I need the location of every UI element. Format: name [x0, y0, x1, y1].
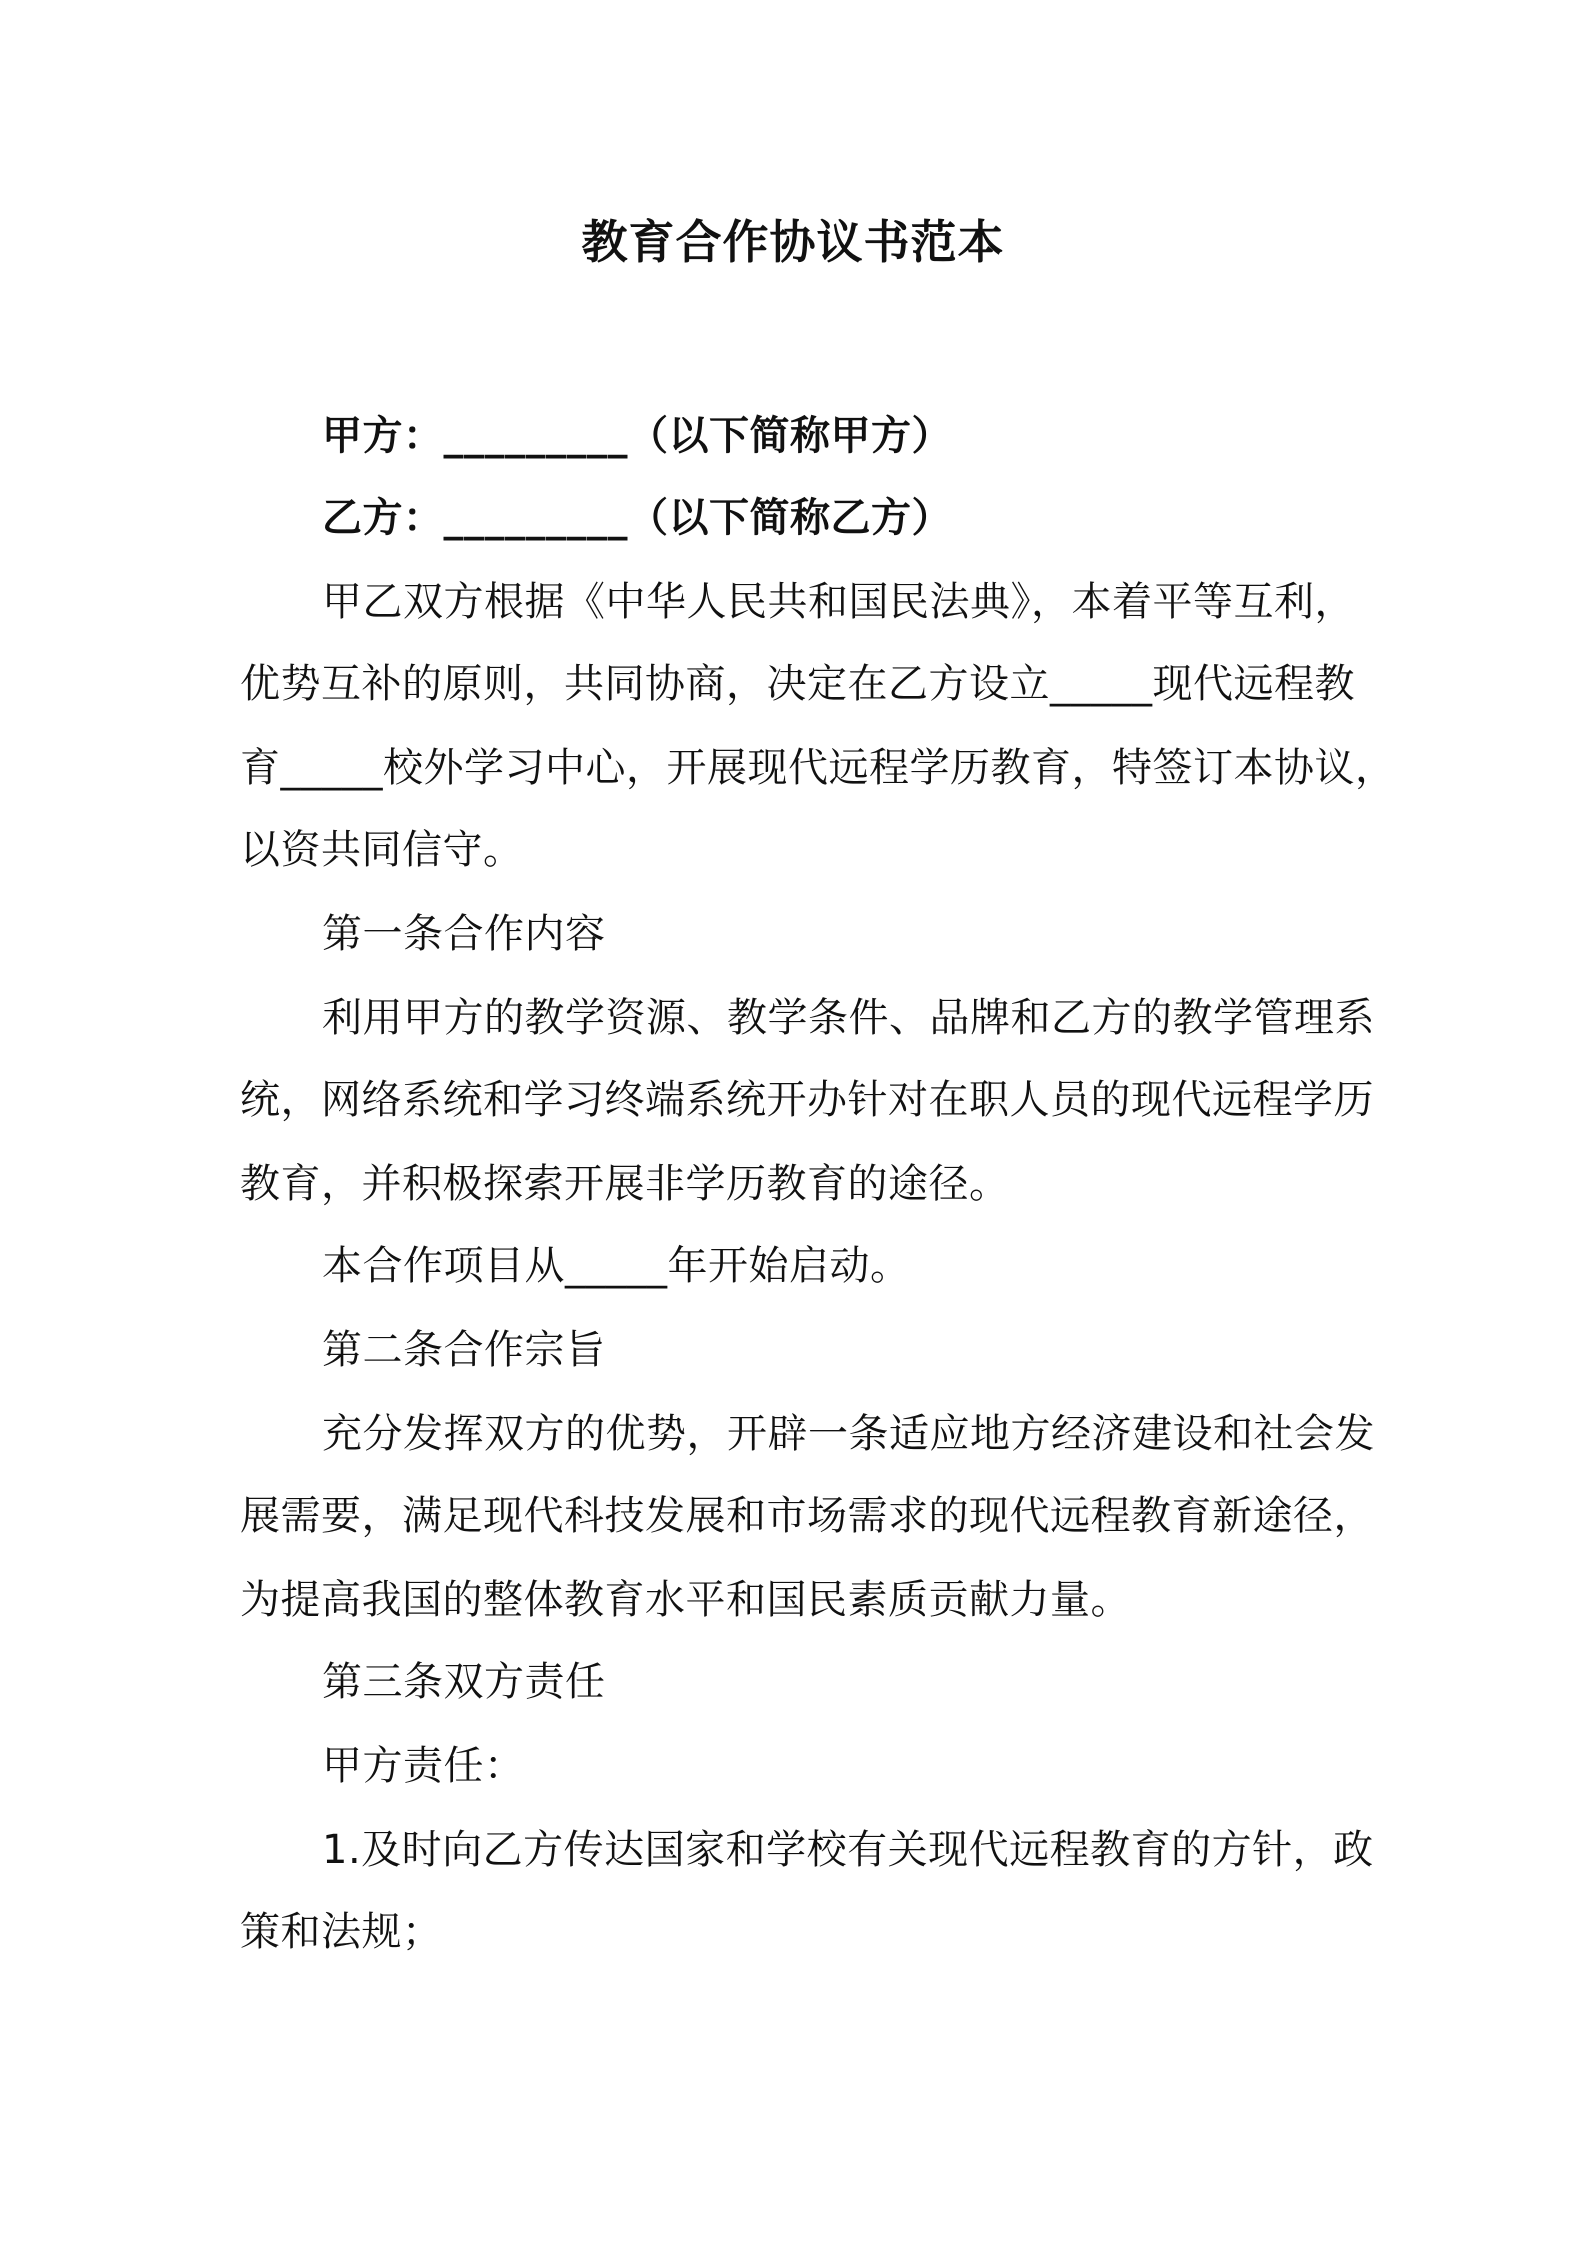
- paragraph-line: 优势互补的原则，共同协商，决定在乙方设立_____现代远程教: [240, 661, 1355, 707]
- paragraph-line: 本合作项目从_____年开始启动。: [322, 1243, 911, 1289]
- paragraph-line: 利用甲方的教学资源、教学条件、品牌和乙方的教学管理系: [322, 995, 1375, 1041]
- list-item-continuation: 策和法规；: [240, 1909, 443, 1955]
- paragraph-line: 为提高我国的整体教育水平和国民素质贡献力量。: [240, 1577, 1131, 1623]
- subsection-heading: 甲方责任：: [322, 1743, 525, 1789]
- section-heading: 第二条合作宗旨: [322, 1327, 606, 1373]
- section-heading: 第三条双方责任: [322, 1659, 606, 1705]
- party-a-line: 甲方：_________（以下简称甲方）: [322, 413, 952, 459]
- paragraph-line: 育_____校外学习中心，开展现代远程学历教育，特签订本协议，: [240, 745, 1396, 791]
- paragraph-line: 统，网络系统和学习终端系统开办针对在职人员的现代远程学历: [240, 1077, 1374, 1123]
- document-title: 教育合作协议书范本: [581, 215, 1005, 269]
- paragraph-line: 甲乙双方根据《中华人民共和国民法典》，本着平等互利，: [322, 579, 1355, 625]
- party-b-line: 乙方：_________（以下简称乙方）: [322, 495, 952, 541]
- paragraph-line: 充分发挥双方的优势，开辟一条适应地方经济建设和社会发: [322, 1411, 1375, 1457]
- list-item: 1.及时向乙方传达国家和学校有关现代远程教育的方针，政: [322, 1827, 1374, 1873]
- paragraph-line: 以资共同信守。: [240, 827, 524, 873]
- paragraph-line: 教育，并积极探索开展非学历教育的途径。: [240, 1161, 1010, 1207]
- section-heading: 第一条合作内容: [322, 911, 606, 957]
- paragraph-line: 展需要，满足现代科技发展和市场需求的现代远程教育新途径，: [240, 1493, 1374, 1539]
